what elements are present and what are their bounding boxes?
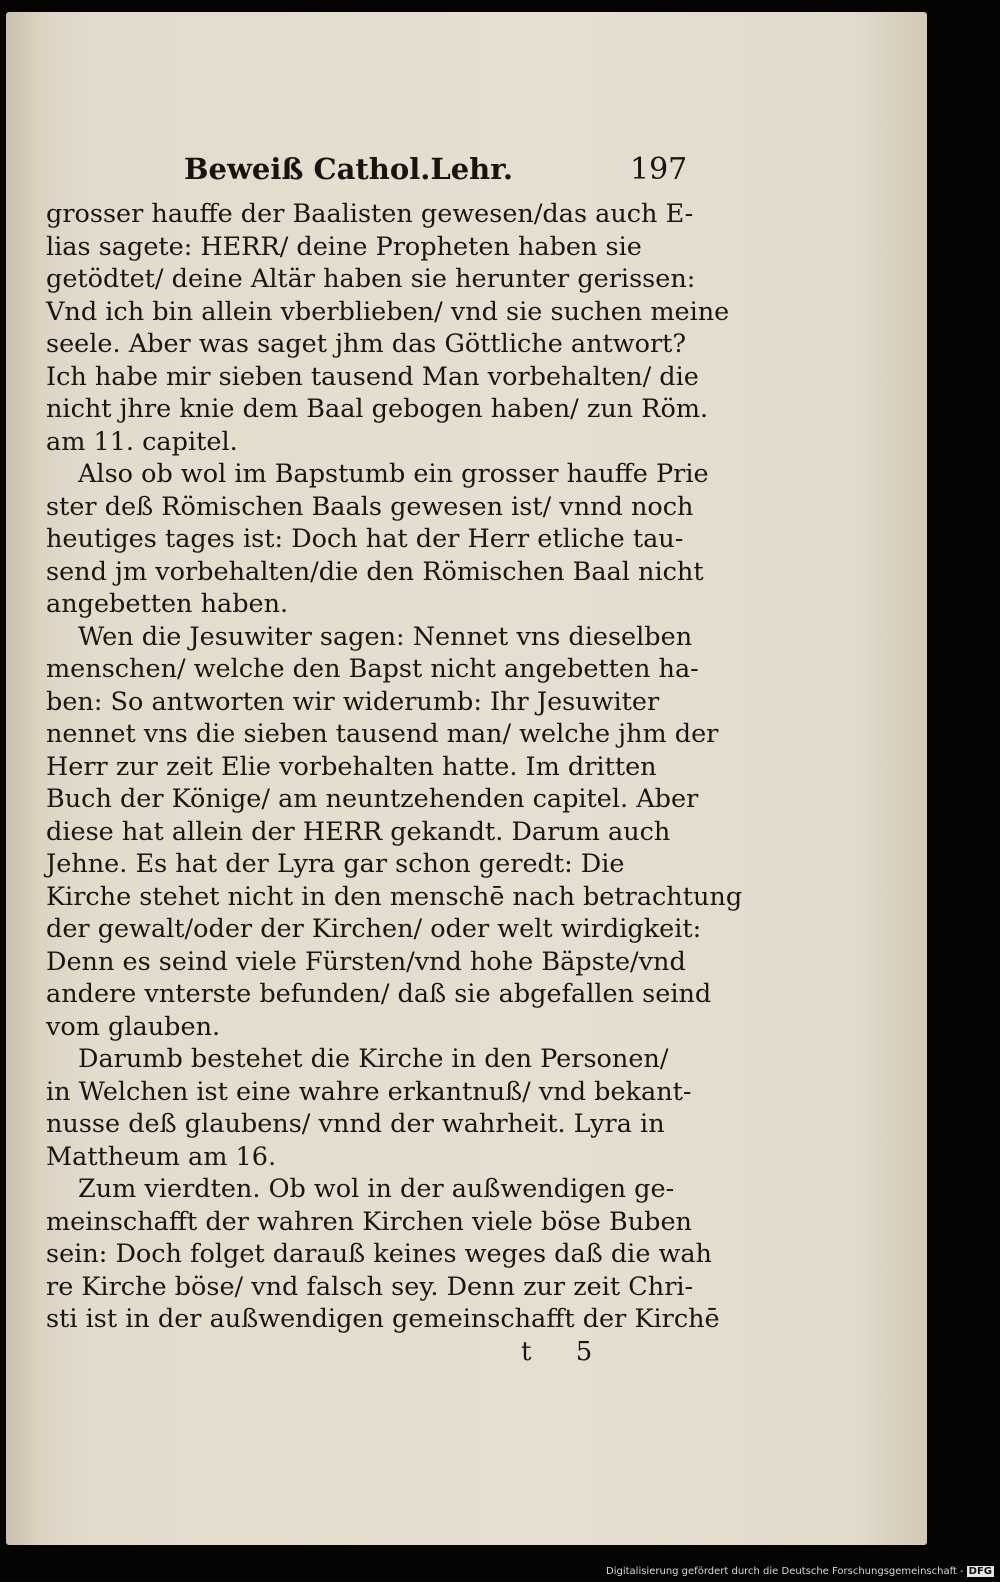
text-line: meinschafft der wahren Kirchen viele böse Buben — [46, 1206, 692, 1237]
text-line: Vnd ich bin allein vberblieben/ vnd sie suchen meine — [46, 296, 730, 327]
digitization-credit — [606, 1566, 994, 1577]
text-line: ster deß Römischen Baals gewesen ist/ vnnd noch — [46, 491, 694, 522]
text-line: andere vnterste befunden/ daß sie abgefallen seind — [46, 979, 712, 1009]
text-line: send jm vorbehalten/die den Römischen Baal nicht — [46, 556, 704, 587]
text-line: ben: So antworten wir widerumb: Ihr Jesuwiter — [46, 686, 660, 717]
text-line: Wen die Jesuwiter sagen: Nennet vns dieselben — [78, 621, 693, 652]
text-line: re Kirche böse/ vnd falsch sey. Denn zur zeit Chri- — [46, 1271, 694, 1302]
text-line: Herr zur zeit Elie vorbehalten hatte. Im dritten — [46, 751, 657, 782]
signature-mark: t 5 — [521, 1337, 611, 1367]
text-line: menschen/ welche den Bapst nicht angebetten ha- — [46, 654, 699, 684]
text-line: heutiges tages ist: Doch hat der Herr etliche tau- — [46, 524, 684, 554]
text-line: angebetten haben. — [46, 589, 289, 619]
text-line: Buch der Könige/ am neuntzehenden capitel. Aber — [46, 784, 699, 814]
text-line: Mattheum am 16. — [46, 1141, 277, 1172]
body-text — [46, 198, 743, 1336]
text-line: diese hat allein der HERR gekandt. Darum auch — [46, 816, 671, 847]
text-line: am 11. capitel. — [46, 426, 238, 457]
text-line: der gewalt/oder der Kirchen/ oder welt wirdigkeit: — [46, 914, 702, 944]
text-line: sti ist in der außwendigen gemeinschafft der Kirchē — [46, 1304, 720, 1334]
text-line: vom glauben. — [46, 1011, 221, 1042]
text-line: getödtet/ deine Altär haben sie herunter gerissen: — [46, 264, 696, 294]
text-line: grosser hauffe der Baalisten gewesen/das auch E- — [46, 199, 694, 229]
page-number: 197 — [630, 152, 688, 187]
text-line: lias sagete: HERR/ deine Propheten haben sie — [46, 231, 642, 262]
text-line: seele. Aber was saget jhm das Göttliche antwort? — [46, 329, 687, 359]
text-line: nicht jhre knie dem Baal gebogen haben/ zun Röm. — [46, 394, 709, 424]
running-header: Beweiß Cathol.Lehr. — [184, 152, 513, 186]
text-line: nennet vns die sieben tausend man/ welche jhm der — [46, 719, 719, 749]
text-line: Jehne. Es hat der Lyra gar schon geredt: Die — [46, 849, 625, 879]
text-line: Kirche stehet nicht in den menschē nach betrachtung — [46, 881, 743, 912]
text-line: nusse deß glaubens/ vnnd der wahrheit. Lyra in — [46, 1109, 665, 1139]
text-line: Zum vierdten. Ob wol in der außwendigen ge- — [78, 1174, 675, 1204]
text-line: Darumb bestehet die Kirche in den Personen/ — [78, 1044, 669, 1074]
text-line: in Welchen ist eine wahre erkantnuß/ vnd bekant- — [46, 1076, 692, 1107]
text-line: Denn es seind viele Fürsten/vnd hohe Bäpste/vnd — [46, 946, 686, 977]
book-page — [6, 12, 927, 1545]
text-line: Ich habe mir sieben tausend Man vorbehalten/ die — [46, 361, 699, 392]
text-line: Also ob wol im Bapstumb ein grosser hauffe Prie — [78, 459, 709, 489]
dfg-logo: DFG — [968, 1566, 992, 1577]
credit-text: Digitalisierung gefördert durch die Deutsche Forschungsgemeinschaft - — [606, 1566, 964, 1577]
text-line: sein: Doch folget darauß keines weges daß die wah — [46, 1239, 712, 1269]
